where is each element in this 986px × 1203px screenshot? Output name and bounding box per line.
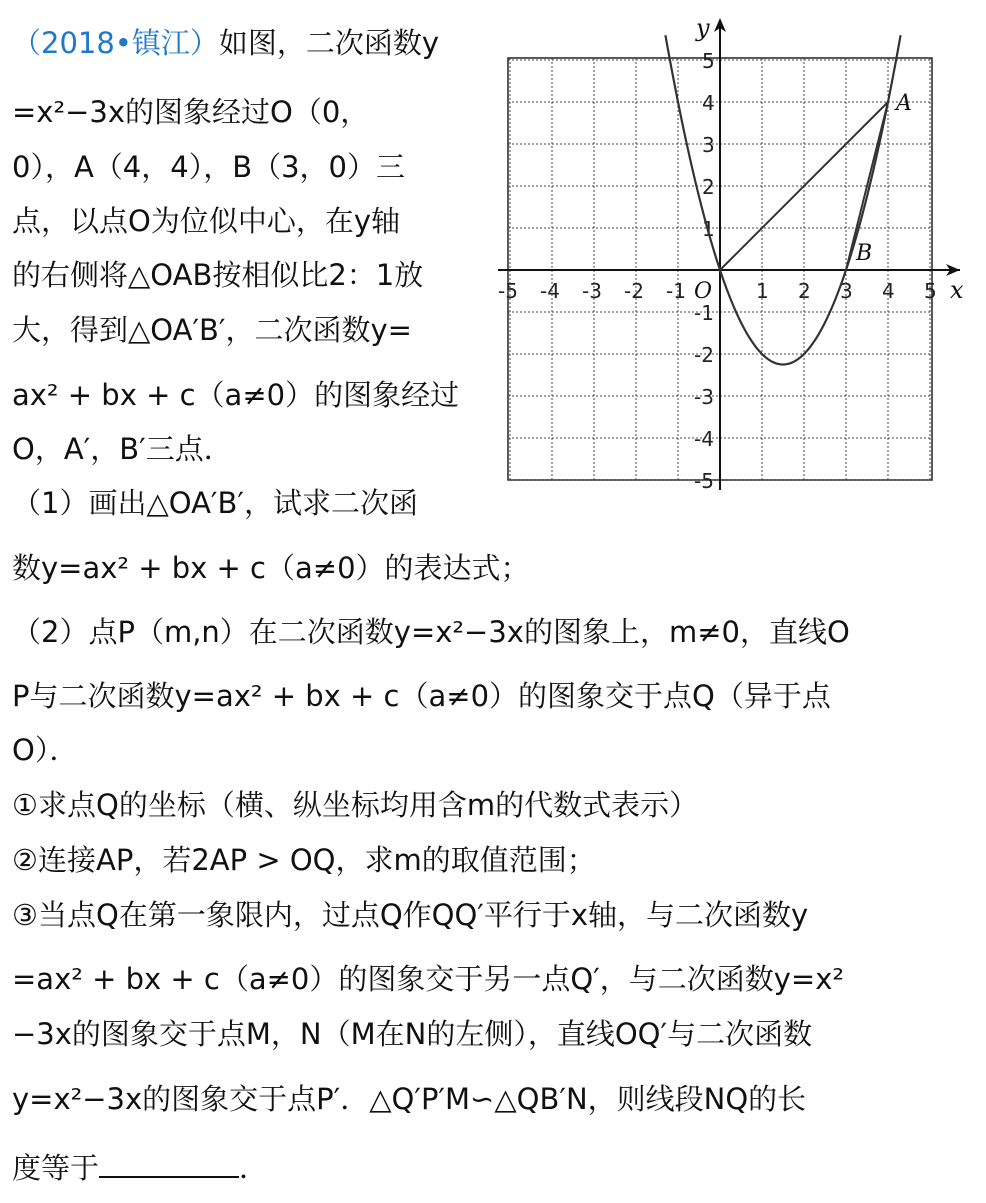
y-axis-label: y xyxy=(696,14,710,42)
text-line-6: 大，得到△OA′B′，二次函数y= xyxy=(12,313,412,347)
question-1-line-2: 数y=ax² + bx + c（a≠0）的表达式； xyxy=(12,551,530,585)
subquestion-3-line-4: y=x²−3x的图象交于点P′．△Q′P′M∽△QB′N，则线段NQ的长 xyxy=(12,1082,807,1116)
y-tick-label: -3 xyxy=(694,385,714,409)
subquestion-3-line-1: ③当点Q在第一象限内，过点Q作QQ′平行于x轴，与二次函数y xyxy=(12,898,809,932)
question-2-line-1: （2）点P（m,n）在二次函数y=x²−3x的图象上，m≠0，直线O xyxy=(12,615,850,649)
x-tick-label: 2 xyxy=(798,279,811,303)
x-tick-label: 5 xyxy=(924,279,937,303)
x-tick-label: -4 xyxy=(540,279,560,303)
text-line-7: ax² + bx + c（a≠0）的图象经过 xyxy=(12,378,460,412)
subquestion-2: ②连接AP，若2AP > OQ，求m的取值范围； xyxy=(12,843,596,877)
text-line-3: 0），A（4，4），B（3，0）三 xyxy=(12,150,405,184)
x-tick-label: -3 xyxy=(582,279,602,303)
x-tick-label: 1 xyxy=(756,279,769,303)
y-tick-label: 1 xyxy=(702,217,715,241)
text-line-4: 点，以点O为位似中心，在y轴 xyxy=(12,204,400,238)
question-1-line-1: （1）画出△OA′B′，试求二次函 xyxy=(12,486,418,520)
coordinate-graph xyxy=(490,8,980,498)
question-2-line-2: P与二次函数y=ax² + bx + c（a≠0）的图象交于点Q（异于点 xyxy=(12,679,831,713)
subquestion-3-line-5: 度等于 ． xyxy=(12,1151,269,1185)
point-B-label: B xyxy=(856,241,873,266)
origin-label: O xyxy=(694,279,713,304)
answer-blank xyxy=(99,1150,239,1178)
text-line-8: O，A′，B′三点． xyxy=(12,432,233,466)
y-tick-label: 2 xyxy=(702,175,715,199)
subquestion-3-line-2: =ax² + bx + c（a≠0）的图象交于另一点Q′，与二次函数y=x² xyxy=(12,962,845,996)
y-tick-label: 4 xyxy=(702,91,715,115)
y-tick-label: 5 xyxy=(702,49,715,73)
y-tick-label: 3 xyxy=(702,133,715,157)
y-tick-label: -1 xyxy=(694,301,714,325)
subquestion-1: ①求点Q的坐标（横、纵坐标均用含m的代数式表示） xyxy=(12,788,699,822)
subquestion-3-line-3: −3x的图象交于点M，N（M在N的左侧），直线OQ′与二次函数 xyxy=(12,1017,813,1051)
x-tick-label: -1 xyxy=(666,279,686,303)
x-tick-label: -2 xyxy=(624,279,644,303)
text-line-1: （2018•镇江）如图，二次函数y xyxy=(12,26,440,60)
axes xyxy=(498,14,964,490)
problem-source: （2018•镇江） xyxy=(12,26,219,60)
text-line-5: 的右侧将△OAB按相似比2：1放 xyxy=(12,258,424,292)
y-tick-label: -2 xyxy=(694,343,714,367)
question-2-line-3: O）． xyxy=(12,733,79,767)
y-tick-label: -4 xyxy=(694,427,714,451)
x-tick-label: 3 xyxy=(840,279,853,303)
y-tick-label: -5 xyxy=(694,469,714,493)
x-tick-label: 4 xyxy=(882,279,895,303)
x-tick-label: -5 xyxy=(498,279,518,303)
x-axis-label: x xyxy=(950,276,964,304)
text-line-2: =x²−3x的图象经过O（0， xyxy=(12,95,370,129)
point-A-label: A xyxy=(896,91,912,116)
